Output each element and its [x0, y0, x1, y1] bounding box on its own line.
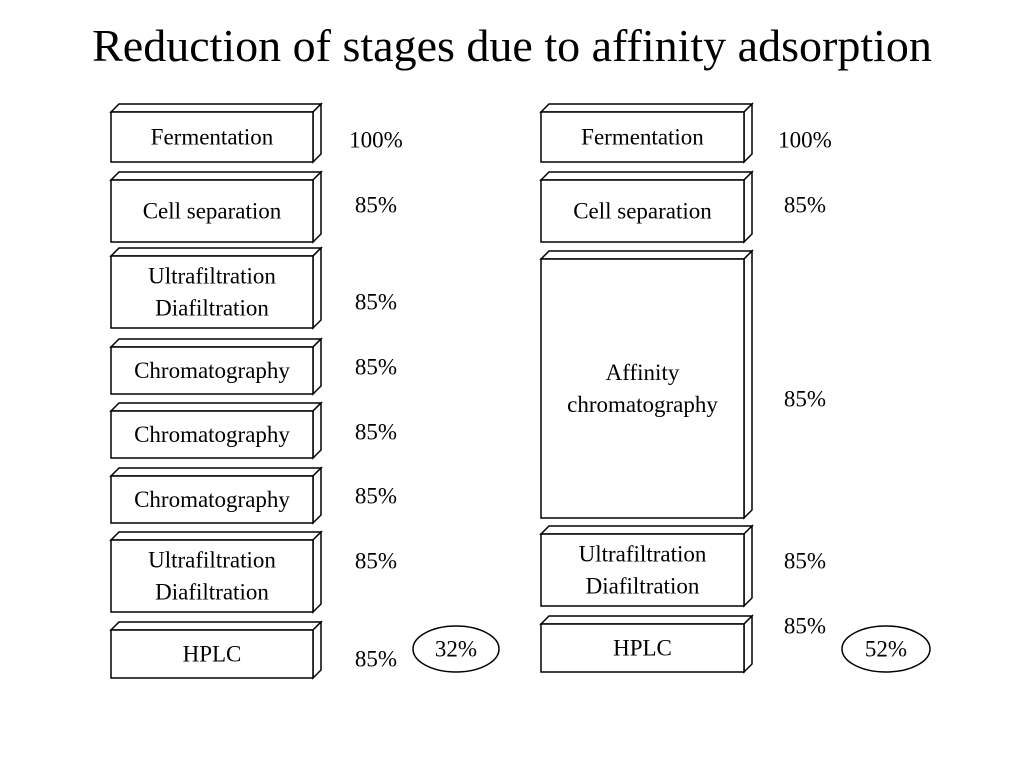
slide-title: Reduction of stages due to affinity adsorption	[92, 20, 932, 71]
left-stage-label: Diafiltration	[155, 579, 269, 605]
left-stage-yield: 85%	[354, 354, 398, 380]
right-stage-yield: 85%	[783, 548, 827, 574]
left-stage-label: Fermentation	[150, 124, 274, 150]
left-stage-yield: 85%	[354, 646, 398, 672]
right-stage-yield: 85%	[783, 613, 827, 639]
right-stage-yield: 100%	[778, 127, 832, 153]
right-stage-label: chromatography	[567, 392, 718, 417]
right-stage-yield: 85%	[783, 192, 827, 218]
right-stage-yield: 85%	[783, 386, 827, 412]
right-stage-label: Affinity	[605, 360, 680, 385]
left-stage-box	[111, 104, 321, 162]
left-stage-yield: 85%	[354, 192, 398, 218]
left-stage-label: Cell separation	[142, 198, 282, 224]
right-stage-label: Fermentation	[581, 124, 704, 150]
right-stage-box	[541, 104, 752, 162]
left-stage-box	[111, 622, 321, 678]
left-stage-label: Chromatography	[134, 358, 290, 383]
left-stage-yield: 85%	[354, 548, 398, 574]
left-stage-yield: 85%	[354, 289, 398, 315]
left-stage-label: Chromatography	[134, 487, 290, 512]
right-stage-box	[541, 172, 752, 242]
left-stage-yield: 100%	[349, 127, 403, 153]
right-overall-yield: 52%	[864, 636, 908, 662]
left-stage-box	[111, 172, 321, 242]
left-stage-box	[111, 248, 321, 328]
right-stage-label: Diafiltration	[585, 573, 700, 599]
right-stage-label: HPLC	[613, 635, 672, 661]
right-stage-box	[541, 251, 752, 518]
left-overall-yield-badge	[413, 626, 499, 672]
right-stage-box	[541, 526, 752, 606]
left-stage-box	[111, 532, 321, 612]
left-overall-yield: 32%	[434, 636, 478, 662]
left-stage-box	[111, 339, 321, 394]
left-stage-label: Diafiltration	[155, 295, 269, 321]
left-stage-box	[111, 468, 321, 523]
left-stage-box	[111, 403, 321, 458]
right-stage-label: Cell separation	[573, 198, 712, 224]
left-stage-yield: 85%	[354, 483, 398, 509]
left-stage-yield: 85%	[354, 419, 398, 445]
left-stage-label: Ultrafiltration	[148, 263, 276, 289]
left-stage-label: Ultrafiltration	[148, 547, 276, 573]
right-stage-label: Ultrafiltration	[578, 541, 707, 567]
left-stage-label: Chromatography	[134, 422, 290, 447]
left-stage-label: HPLC	[182, 641, 242, 667]
right-stage-box	[541, 616, 752, 672]
right-overall-yield-badge	[842, 626, 930, 672]
